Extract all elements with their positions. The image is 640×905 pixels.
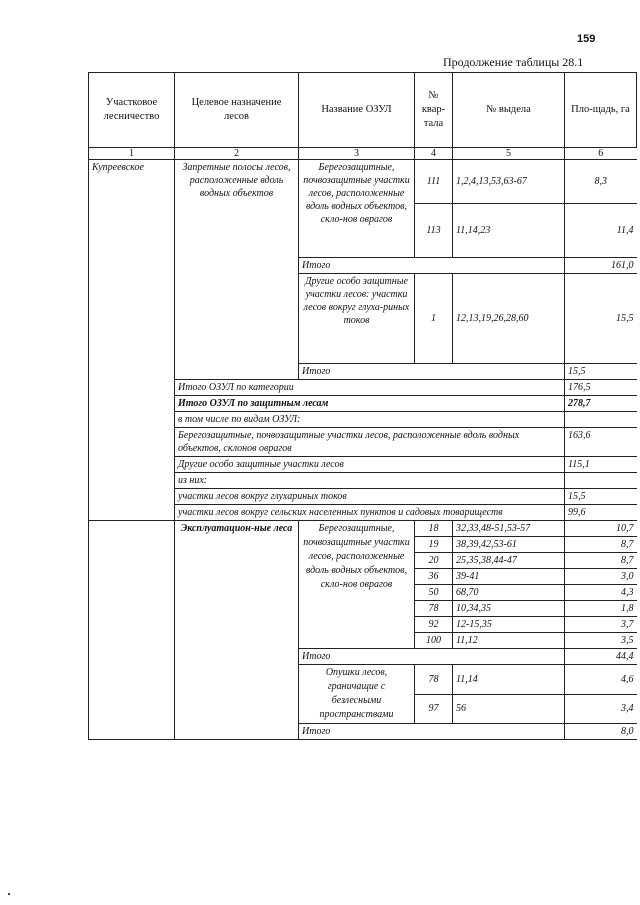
area-cell: 10,7 [565,521,637,537]
purpose-cell: Запретные полосы лесов, расположенные вдоль водных объектов [175,160,299,380]
header-area: Пло-щадь, га [565,73,637,148]
table-row [89,521,637,537]
area-cell: 3,0 [565,569,637,585]
quarter-cell: 19 [415,537,453,553]
plot-cell: 38,39,42,53-61 [453,537,565,553]
area-cell: 4,3 [565,585,637,601]
including-label: в том числе по видам ОЗУЛ: [175,412,565,428]
subtotal-label: Итого [299,724,565,740]
quarter-cell: 100 [415,633,453,649]
plot-cell: 12,13,19,26,28,60 [453,274,565,364]
table-row [89,160,637,204]
other-label: Другие особо защитные участки лесов [175,457,565,473]
plot-cell: 11,12 [453,633,565,649]
area-cell: 1,8 [565,601,637,617]
empty-forestry-cell [89,521,175,740]
colnum-3: 3 [299,148,415,160]
area-cell: 4,6 [565,665,637,695]
forestry-cell: Купреевское [89,160,175,521]
colnum-4: 4 [415,148,453,160]
quarter-cell: 20 [415,553,453,569]
quarter-cell: 50 [415,585,453,601]
area-cell: 8,7 [565,553,637,569]
plot-cell: 39-41 [453,569,565,585]
quarter-cell: 18 [415,521,453,537]
plot-cell: 10,34,35 [453,601,565,617]
table-header-row [89,73,637,148]
empty-cell [565,473,637,489]
grouse-label: участки лесов вокруг глухариных токов [175,489,565,505]
category-total-area: 176,5 [565,380,637,396]
header-forestry: Участковое лесничество [89,73,175,148]
quarter-cell: 36 [415,569,453,585]
area-cell: 3,7 [565,617,637,633]
header-quarter: № квар-тала [415,73,453,148]
quarter-cell: 92 [415,617,453,633]
quarter-cell: 113 [415,204,453,258]
colnum-5: 5 [453,148,565,160]
subtotal-label: Итого [299,364,565,380]
quarter-cell: 78 [415,665,453,695]
quarter-cell: 97 [415,694,453,724]
protective-total-label: Итого ОЗУЛ по защитным лесам [175,396,565,412]
bereg-label: Берегозащитные, почвозащитные участки лесов, расположенные вдоль водных объектов, склонов оврагов [175,428,565,457]
ozul-cell: Берегозащитные, почвозащитные участки лесов, расположенные вдоль водных объектов, скло-нов оврагов [299,160,415,258]
ozul-cell: Опушки лесов, граничащие с безлесными пространствами [299,665,415,724]
quarter-cell: 111 [415,160,453,204]
area-cell: 3,4 [565,694,637,724]
subtotal-area: 15,5 [565,364,637,380]
plot-cell: 11,14 [453,665,565,695]
subtotal-label: Итого [299,258,565,274]
area-cell: 3,5 [565,633,637,649]
purpose-cell: Эксплуатацион-ные леса [175,521,299,740]
plot-cell: 12-15,35 [453,617,565,633]
area-cell: 8,7 [565,537,637,553]
from-them-label: из них: [175,473,565,489]
forest-areas-table [88,72,637,740]
ozul-cell: Берегозащитные, почвозащитные участки лесов, расположенные вдоль водных объектов, скло-нов оврагов [299,521,415,649]
ozul-cell: Другие особо защитные участки лесов: участки лесов вокруг глуха-риных токов [299,274,415,364]
plot-cell: 1,2,4,13,53,63-67 [453,160,565,204]
colnum-1: 1 [89,148,175,160]
empty-cell [565,412,637,428]
scan-speck [8,893,10,895]
header-plot: № выдела [453,73,565,148]
table-continuation-caption: Продолжение таблицы 28.1 [443,55,584,69]
column-number-row [89,148,637,160]
protective-total-area: 278,7 [565,396,637,412]
grouse-area: 15,5 [565,489,637,505]
subtotal-label: Итого [299,649,565,665]
colnum-6: 6 [565,148,637,160]
bereg-area: 163,6 [565,428,637,457]
header-purpose: Целевое назначение лесов [175,73,299,148]
quarter-cell: 78 [415,601,453,617]
subtotal-area: 8,0 [565,724,637,740]
quarter-cell: 1 [415,274,453,364]
settlement-area: 99,6 [565,505,637,521]
subtotal-area: 161,0 [565,258,637,274]
page-number: 159 [577,33,596,45]
settlement-label: участки лесов вокруг сельских населенных пунктов и садовых товариществ [175,505,565,521]
plot-cell: 56 [453,694,565,724]
other-area: 115,1 [565,457,637,473]
category-total-label: Итого ОЗУЛ по категории [175,380,565,396]
subtotal-area: 44,4 [565,649,637,665]
plot-cell: 32,33,48-51,53-57 [453,521,565,537]
plot-cell: 25,35,38,44-47 [453,553,565,569]
area-cell: 8,3 [565,160,637,204]
area-cell: 15,5 [565,274,637,364]
plot-cell: 68,70 [453,585,565,601]
area-cell: 11,4 [565,204,637,258]
header-ozul-name: Название ОЗУЛ [299,73,415,148]
plot-cell: 11,14,23 [453,204,565,258]
colnum-2: 2 [175,148,299,160]
